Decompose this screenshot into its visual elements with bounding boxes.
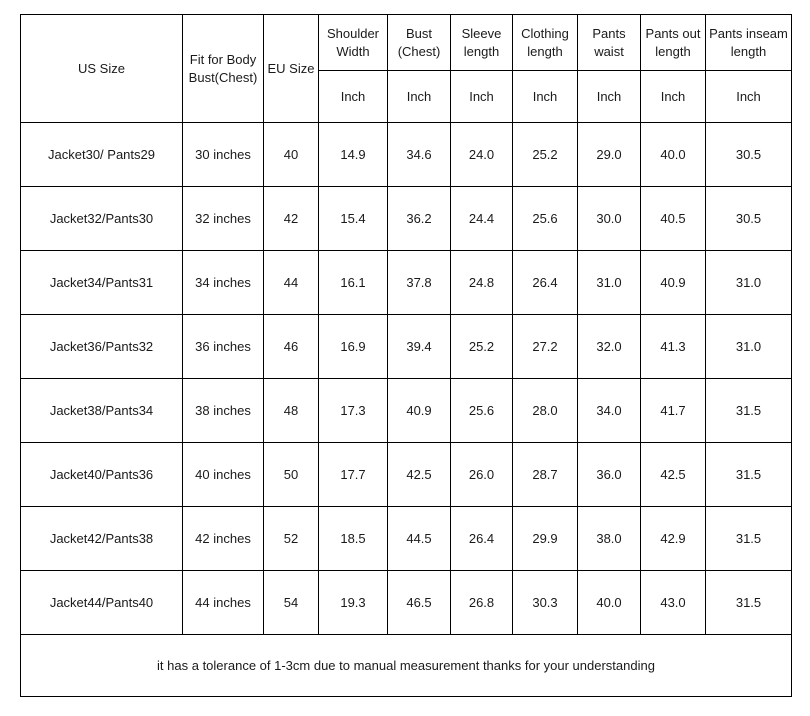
us-size-cell: Jacket40/Pants36 [21,443,183,507]
pants-out-length-cell: 41.3 [641,315,706,379]
clothing-length-cell: 30.3 [513,571,578,635]
header-us-size: US Size [21,15,183,123]
pants-inseam-length-cell: 31.5 [706,507,792,571]
sleeve-length-cell: 26.8 [451,571,513,635]
pants-waist-cell: 34.0 [578,379,641,443]
pants-out-length-cell: 40.0 [641,123,706,187]
tolerance-note: it has a tolerance of 1-3cm due to manual measurement thanks for your understanding [21,635,792,697]
pants-waist-cell: 31.0 [578,251,641,315]
pants-out-length-cell: 43.0 [641,571,706,635]
pants-out-length-cell: 42.5 [641,443,706,507]
footer-row [21,635,792,697]
table-row [21,123,792,187]
fit-cell: 32 inches [183,187,264,251]
header-pants-out-length: Pants out length [641,15,706,71]
unit-label-pants-out-length: Inch [641,71,706,123]
fit-cell: 38 inches [183,379,264,443]
pants-inseam-length-cell: 31.5 [706,379,792,443]
shoulder-width-cell: 17.3 [319,379,388,443]
us-size-cell: Jacket36/Pants32 [21,315,183,379]
clothing-length-cell: 28.7 [513,443,578,507]
pants-waist-cell: 30.0 [578,187,641,251]
eu-size-cell: 40 [264,123,319,187]
fit-cell: 30 inches [183,123,264,187]
sleeve-length-cell: 25.6 [451,379,513,443]
sleeve-length-cell: 24.0 [451,123,513,187]
fit-cell: 42 inches [183,507,264,571]
bust-cell: 44.5 [388,507,451,571]
pants-waist-cell: 40.0 [578,571,641,635]
pants-out-length-cell: 42.9 [641,507,706,571]
sleeve-length-cell: 24.8 [451,251,513,315]
eu-size-cell: 54 [264,571,319,635]
table-row [21,187,792,251]
pants-out-length-cell: 40.9 [641,251,706,315]
fit-cell: 44 inches [183,571,264,635]
pants-inseam-length-cell: 31.5 [706,443,792,507]
fit-cell: 34 inches [183,251,264,315]
shoulder-width-cell: 18.5 [319,507,388,571]
pants-waist-cell: 32.0 [578,315,641,379]
us-size-cell: Jacket44/Pants40 [21,571,183,635]
bust-cell: 42.5 [388,443,451,507]
us-size-cell: Jacket30/ Pants29 [21,123,183,187]
bust-cell: 36.2 [388,187,451,251]
header-pants-waist: Pants waist [578,15,641,71]
eu-size-cell: 52 [264,507,319,571]
fit-cell: 36 inches [183,315,264,379]
clothing-length-cell: 26.4 [513,251,578,315]
shoulder-width-cell: 17.7 [319,443,388,507]
pants-inseam-length-cell: 31.5 [706,571,792,635]
eu-size-cell: 42 [264,187,319,251]
pants-inseam-length-cell: 31.0 [706,315,792,379]
sleeve-length-cell: 25.2 [451,315,513,379]
sleeve-length-cell: 24.4 [451,187,513,251]
us-size-cell: Jacket38/Pants34 [21,379,183,443]
eu-size-cell: 48 [264,379,319,443]
pants-out-length-cell: 40.5 [641,187,706,251]
pants-waist-cell: 36.0 [578,443,641,507]
header-bust-chest: Bust (Chest) [388,15,451,71]
shoulder-width-cell: 16.1 [319,251,388,315]
us-size-cell: Jacket32/Pants30 [21,187,183,251]
fit-cell: 40 inches [183,443,264,507]
sleeve-length-cell: 26.0 [451,443,513,507]
pants-inseam-length-cell: 30.5 [706,123,792,187]
pants-waist-cell: 29.0 [578,123,641,187]
us-size-cell: Jacket34/Pants31 [21,251,183,315]
bust-cell: 40.9 [388,379,451,443]
eu-size-cell: 44 [264,251,319,315]
unit-label-pants-inseam-length: Inch [706,71,792,123]
unit-label-shoulder-width: Inch [319,71,388,123]
shoulder-width-cell: 16.9 [319,315,388,379]
unit-label-pants-waist: Inch [578,71,641,123]
pants-waist-cell: 38.0 [578,507,641,571]
header-eu-size: EU Size [264,15,319,123]
bust-cell: 37.8 [388,251,451,315]
clothing-length-cell: 28.0 [513,379,578,443]
header-clothing-length: Clothing length [513,15,578,71]
us-size-cell: Jacket42/Pants38 [21,507,183,571]
pants-out-length-cell: 41.7 [641,379,706,443]
header-shoulder-width: Shoulder Width [319,15,388,71]
bust-cell: 46.5 [388,571,451,635]
eu-size-cell: 50 [264,443,319,507]
clothing-length-cell: 25.6 [513,187,578,251]
shoulder-width-cell: 19.3 [319,571,388,635]
clothing-length-cell: 27.2 [513,315,578,379]
table-row [21,571,792,635]
unit-label-sleeve-length: Inch [451,71,513,123]
clothing-length-cell: 29.9 [513,507,578,571]
table-row [21,315,792,379]
header-row-names [21,15,792,71]
header-sleeve-length: Sleeve length [451,15,513,71]
table-row [21,379,792,443]
bust-cell: 39.4 [388,315,451,379]
unit-label-bust-chest: Inch [388,71,451,123]
shoulder-width-cell: 14.9 [319,123,388,187]
clothing-length-cell: 25.2 [513,123,578,187]
pants-inseam-length-cell: 30.5 [706,187,792,251]
table-row [21,507,792,571]
header-pants-inseam-length: Pants inseam length [706,15,792,71]
eu-size-cell: 46 [264,315,319,379]
size-chart-table [20,14,792,697]
bust-cell: 34.6 [388,123,451,187]
sleeve-length-cell: 26.4 [451,507,513,571]
unit-label-clothing-length: Inch [513,71,578,123]
pants-inseam-length-cell: 31.0 [706,251,792,315]
header-fit-for-body: Fit for Body Bust(Chest) [183,15,264,123]
table-row [21,251,792,315]
table-row [21,443,792,507]
shoulder-width-cell: 15.4 [319,187,388,251]
